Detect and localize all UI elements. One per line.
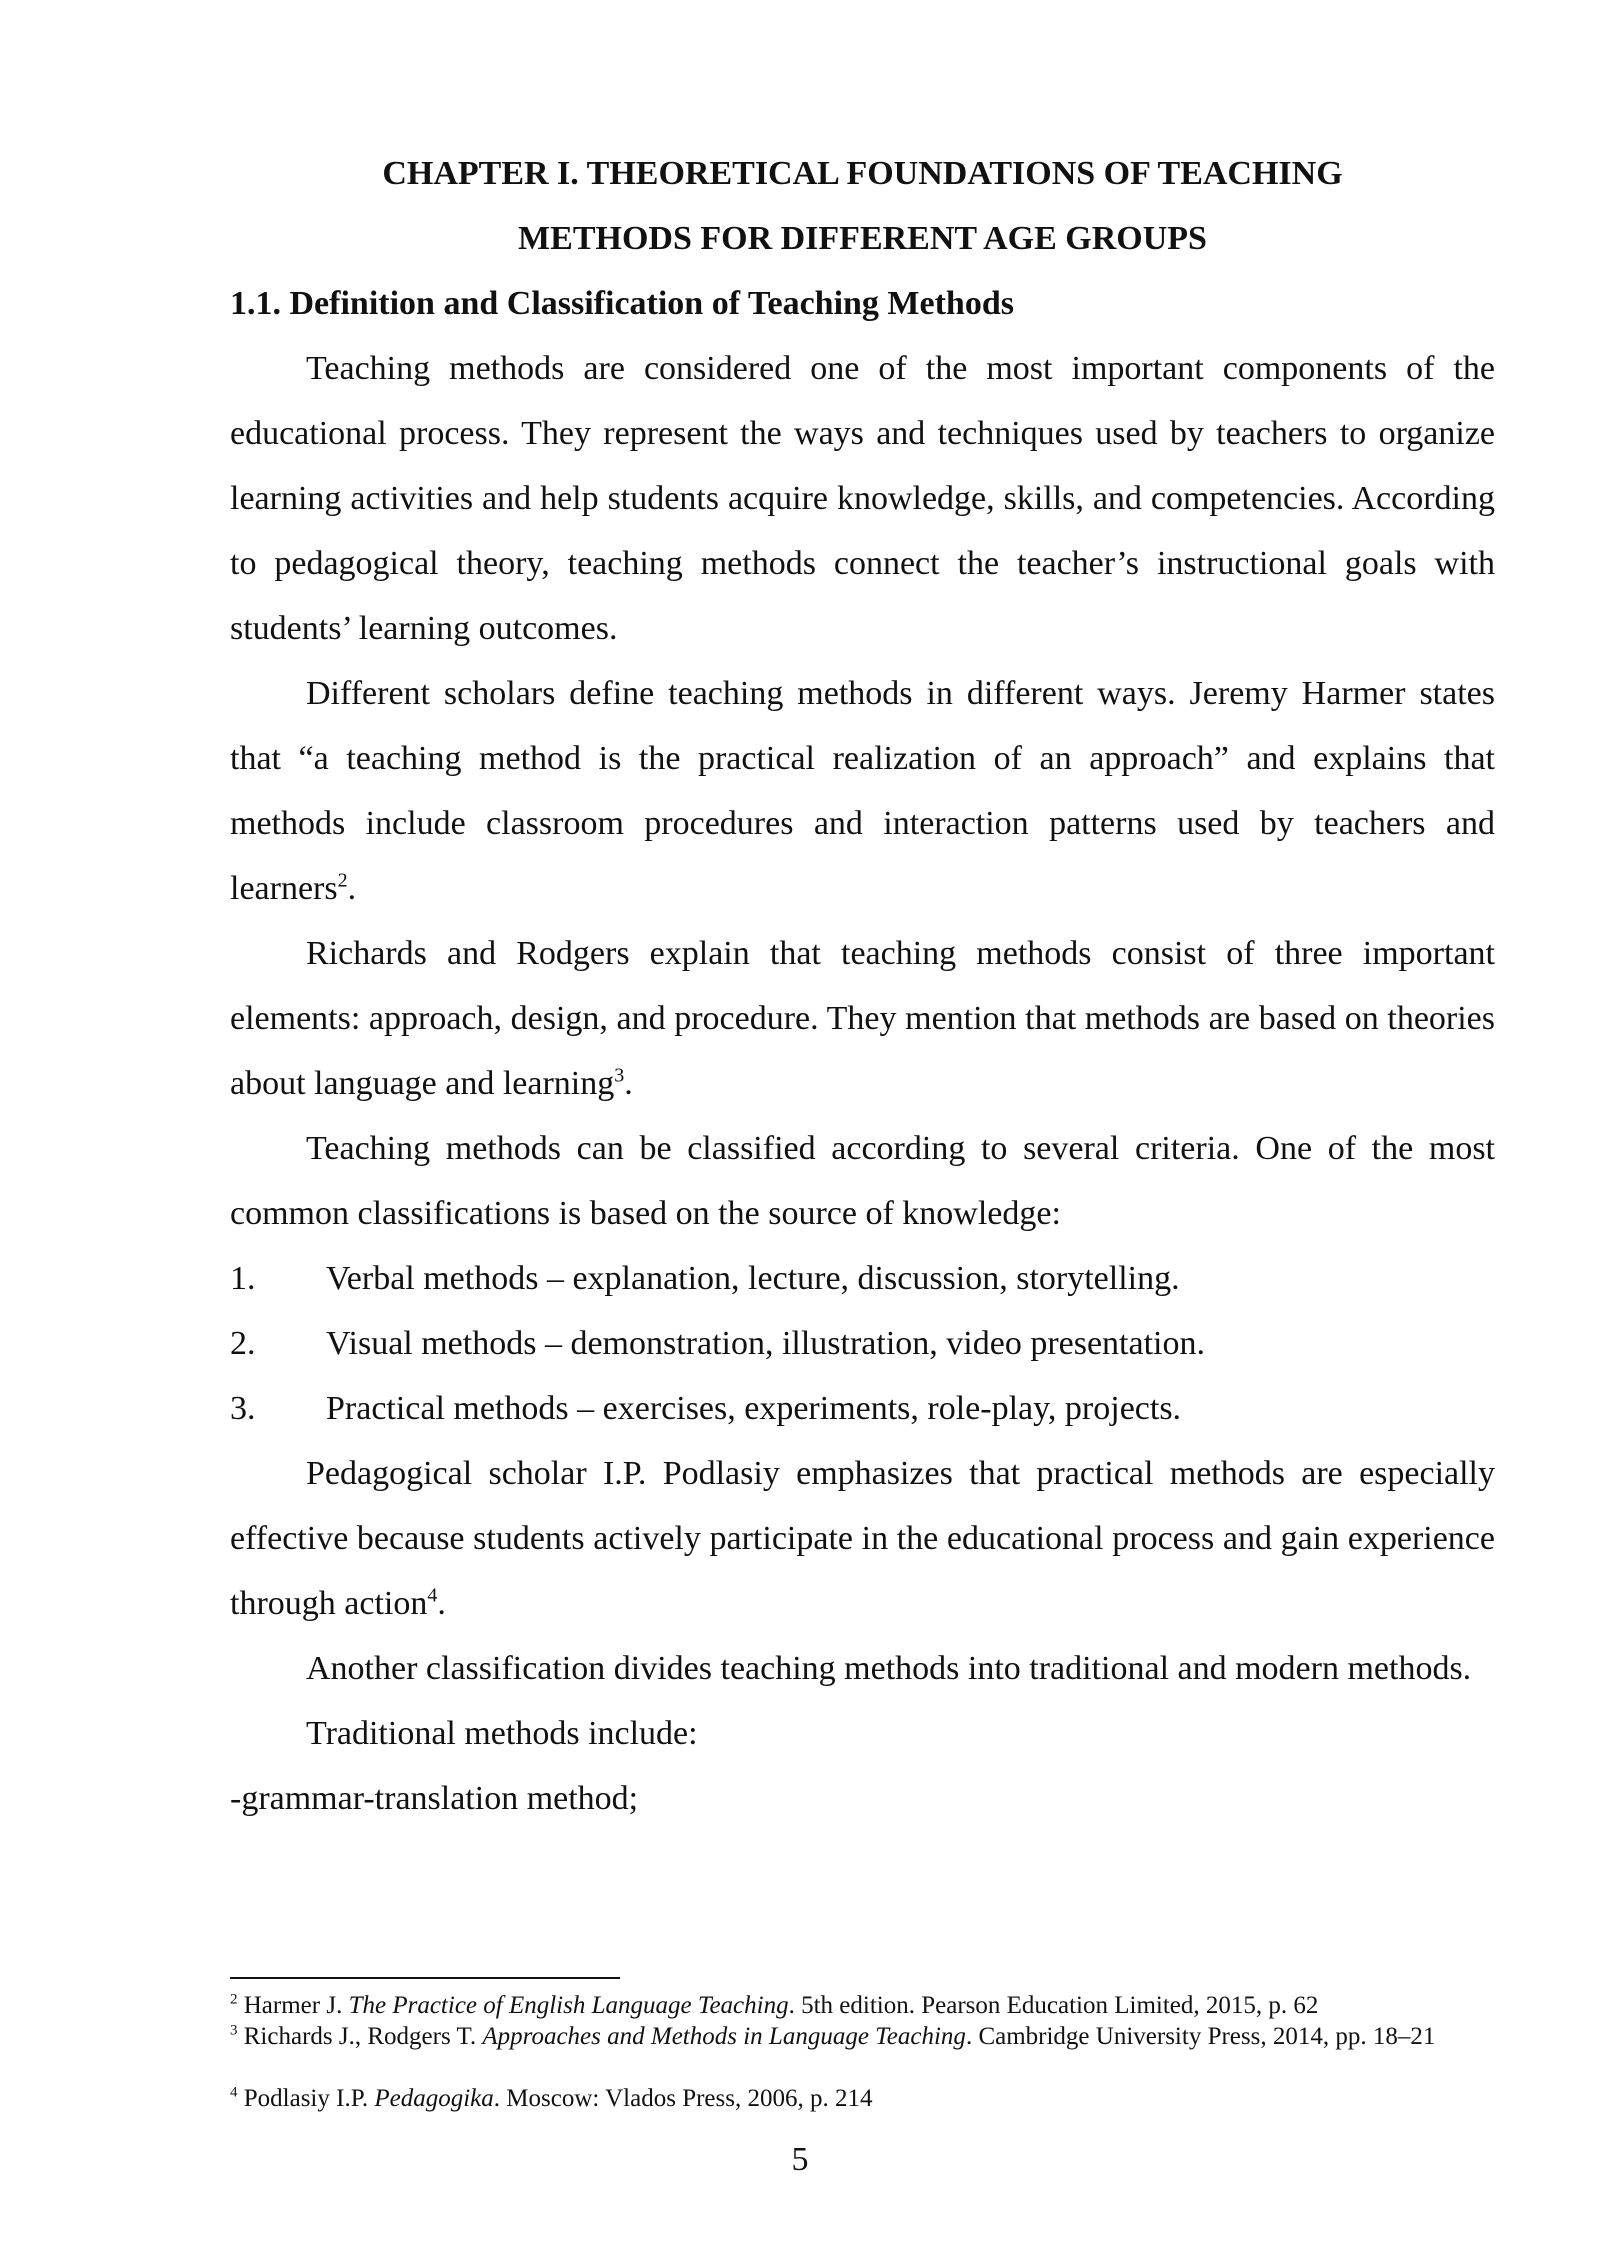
paragraph-6: Another classification divides teaching methods into traditional and modern methods. — [306, 1650, 1472, 1687]
paragraph-1: Teaching methods are considered one of the most important components of the educational process. They represent the ways and techniques used by teachers to organize learning activities and help students acquire knowledge, skills, and competencies. According to pedagogical theory, teaching methods connect the teacher’s instructional goals with students’ learning outcomes. — [230, 350, 1495, 647]
paragraph-8: -grammar-translation method; — [230, 1780, 639, 1817]
chapter-title-line-2: METHODS FOR DIFFERENT AGE GROUPS — [518, 220, 1207, 257]
list-item-1 — [230, 1246, 1180, 1311]
paragraph-2-text: Different scholars define teaching methods in different ways. Jeremy Harmer states that “a teaching method is the practical realization of an approach” and explains that methods include classroom procedures and interaction patterns used by teachers and learners — [230, 675, 1495, 907]
chapter-title-line-1: CHAPTER I. THEORETICAL FOUNDATIONS OF TEACHING — [382, 155, 1343, 192]
paragraph-7: Traditional methods include: — [306, 1715, 698, 1752]
paragraph-group-1 — [230, 336, 1495, 1246]
footnote-2-details: . 5th edition. Pearson Education Limited, 2015, p. 62 — [788, 1992, 1319, 2019]
footnote-separator — [230, 1977, 620, 1979]
footnote-3 — [230, 2021, 1495, 2052]
section-title: 1.1. Definition and Classification of Teaching Methods — [230, 285, 1014, 322]
footnote-4-number: 4 — [230, 2084, 238, 2101]
paragraph-group-2 — [230, 1441, 1495, 1831]
footnote-4-title: Pedagogika — [374, 2085, 494, 2112]
paragraph-3-text: Richards and Rodgers explain that teaching methods consist of three important elements: approach, design, and procedure. They mention that methods are based on theories about language and learning — [230, 935, 1495, 1102]
footnote-4-author: Podlasiy I.P. — [243, 2085, 375, 2112]
list-item-1-number: 1. — [230, 1260, 256, 1297]
paragraph-5: Pedagogical scholar I.P. Podlasiy emphasizes that practical methods are especially effective because students actively participate in the educational process and gain experience through action$^4$. — [230, 1455, 1495, 1622]
footnote-ref-2: 2 — [337, 869, 348, 892]
footnote-4 — [230, 2083, 1495, 2114]
footnote-2-title: The Practice of English Language Teaching — [348, 1992, 789, 2019]
paragraph-3: Richards and Rodgers explain that teaching methods consist of three important elements: approach, design, and procedure. They mention that methods are based on theories about language and learning$^3$. — [230, 935, 1495, 1102]
footnote-2-number: 2 — [230, 1991, 238, 2008]
footnote-4-details: . Moscow: Vlados Press, 2006, p. 214 — [493, 2085, 873, 2112]
page-number: 5 — [791, 2141, 809, 2178]
paragraph-5-text: Pedagogical scholar I.P. Podlasiy emphasizes that practical methods are especially effective because students actively participate in the educational process and gain experience through action — [230, 1455, 1495, 1622]
list-item-2 — [230, 1311, 1205, 1376]
list-item-2-text: Visual methods – demonstration, illustration, video presentation. — [326, 1325, 1205, 1362]
list-item-3-number: 3. — [230, 1390, 256, 1427]
list-item-2-number: 2. — [230, 1325, 256, 1362]
footnote-2-author: Harmer J. — [243, 1992, 349, 2019]
footnote-3-title: Approaches and Methods in Language Teaching — [482, 2023, 966, 2050]
footnote-2 — [230, 1990, 1495, 2021]
list-item-3 — [230, 1376, 1181, 1441]
list-item-3-text: Practical methods – exercises, experiments, role-play, projects. — [326, 1390, 1182, 1427]
footnote-3-author: Richards J., Rodgers T. — [243, 2023, 483, 2050]
chapter-title — [230, 141, 1495, 271]
footnote-3-number: 3 — [230, 2022, 238, 2039]
footnote-ref-3: 3 — [614, 1064, 625, 1087]
footnote-3-details: . Cambridge University Press, 2014, pp. 18–21 — [965, 2023, 1436, 2050]
list-item-1-text: Verbal methods – explanation, lecture, discussion, storytelling. — [326, 1260, 1180, 1297]
paragraph-4: Teaching methods can be classified according to several criteria. One of the most common classifications is based on the source of knowledge: — [230, 1130, 1495, 1232]
paragraph-2: Different scholars define teaching methods in different ways. Jeremy Harmer states that “a teaching method is the practical realization of an approach” and explains that methods include classroom procedures and interaction patterns used by teachers and learners$^2$. — [230, 675, 1495, 907]
footnote-ref-4: 4 — [427, 1584, 438, 1607]
